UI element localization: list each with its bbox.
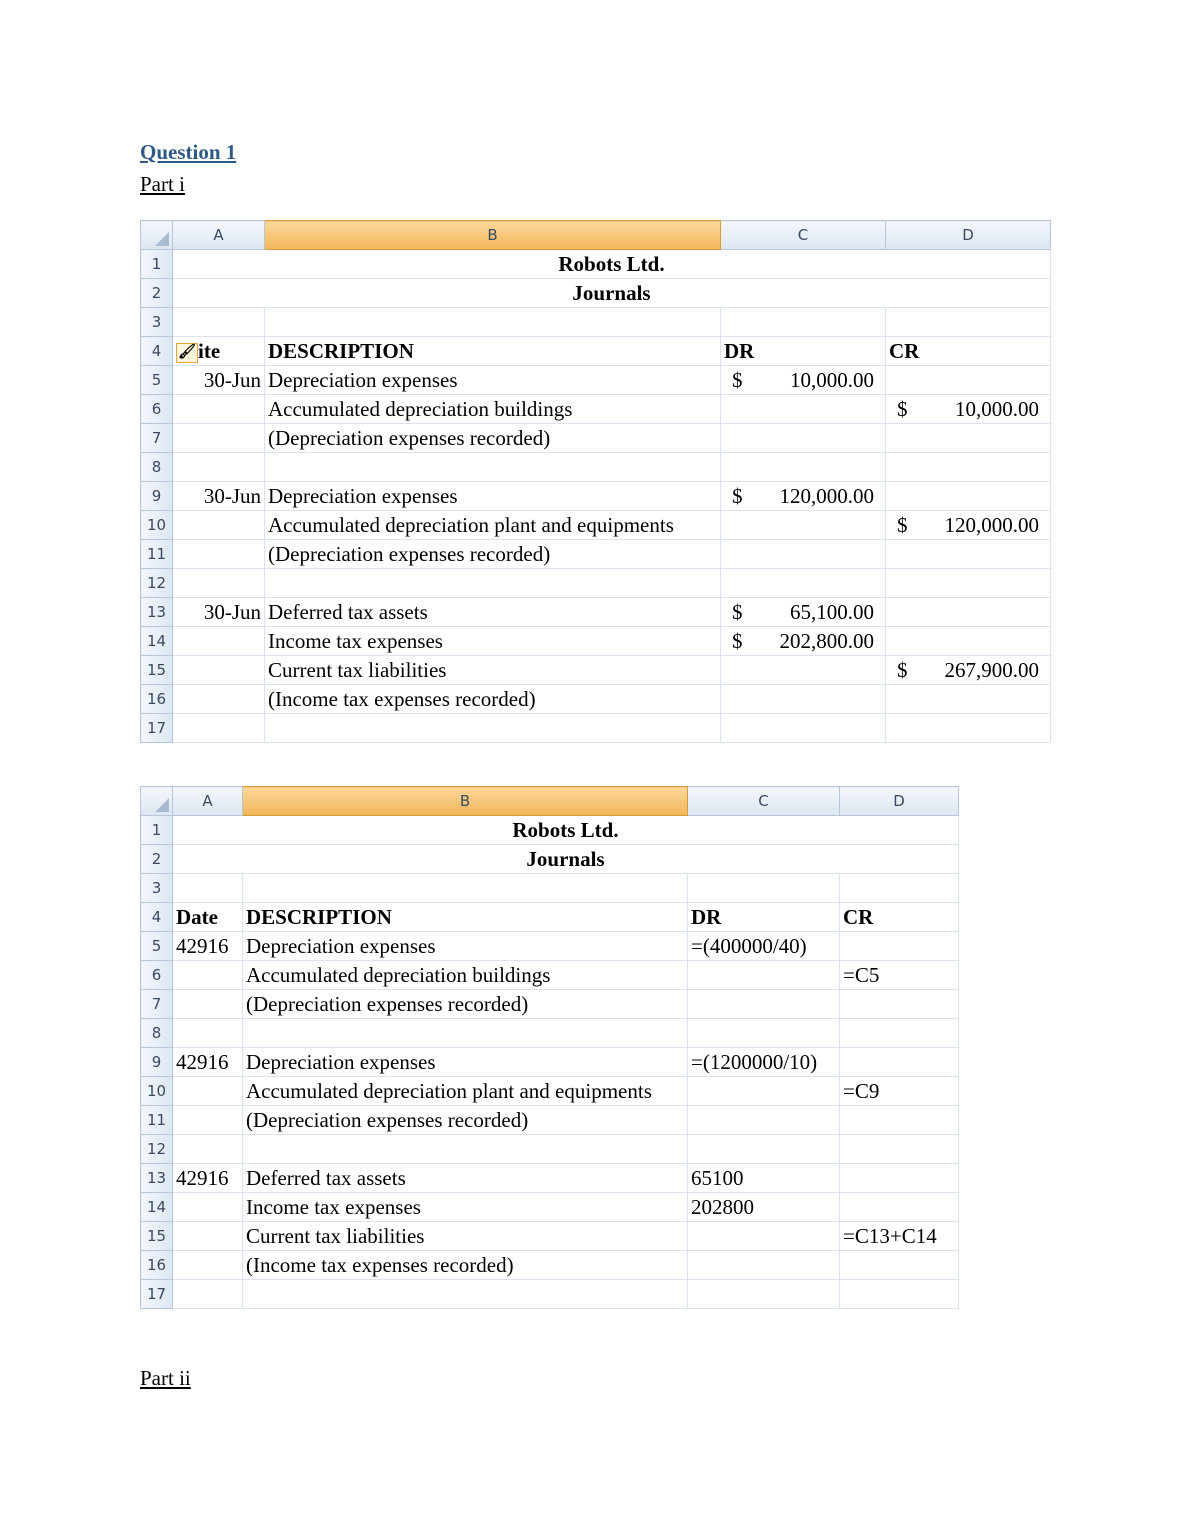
sheet-row	[141, 482, 1051, 511]
company-title[interactable]: Robots Ltd.	[173, 250, 1051, 279]
question-heading: Question 1	[140, 140, 237, 164]
column-header-c[interactable]: C	[721, 221, 886, 250]
cr-cell[interactable]: =C13+C14	[840, 1222, 959, 1251]
dr-cell[interactable]	[688, 1135, 840, 1164]
sheet-row	[141, 1280, 959, 1309]
row-header[interactable]: 1	[141, 816, 173, 845]
description-cell[interactable]: Depreciation expenses	[243, 932, 688, 961]
header-cr[interactable]: CR	[886, 337, 1051, 366]
dr-cell[interactable]	[688, 1280, 840, 1309]
journal-subtitle[interactable]: Journals	[173, 279, 1051, 308]
description-cell[interactable]: Accumulated depreciation plant and equipments	[243, 1077, 688, 1106]
cr-amount: 267,900.00	[944, 657, 1039, 682]
cr-cell[interactable]	[886, 540, 1051, 569]
sheet-row	[141, 395, 1051, 424]
description-cell[interactable]: (Depreciation expenses recorded)	[265, 424, 721, 453]
cr-cell[interactable]: =C5	[840, 961, 959, 990]
date-cell[interactable]	[173, 424, 265, 453]
date-cell[interactable]	[173, 1280, 243, 1309]
dr-currency: $	[732, 599, 743, 624]
date-cell[interactable]	[173, 1077, 243, 1106]
sheet-row	[141, 932, 959, 961]
cr-cell[interactable]	[840, 1280, 959, 1309]
description-cell[interactable]	[243, 1280, 688, 1309]
row-header[interactable]: 2	[141, 279, 173, 308]
header-date-cell[interactable]	[173, 903, 243, 932]
description-cell[interactable]: Income tax expenses	[243, 1193, 688, 1222]
cr-cell[interactable]	[840, 1048, 959, 1077]
row-header[interactable]: 10	[141, 511, 173, 540]
part-ii-heading: Part ii	[140, 1366, 191, 1390]
dr-amount: 202,800.00	[779, 628, 874, 653]
row-header[interactable]: 4	[141, 903, 173, 932]
row-header[interactable]: 15	[141, 656, 173, 685]
header-date: Date	[176, 904, 218, 929]
description-cell[interactable]	[243, 1019, 688, 1048]
dr-cell[interactable]	[721, 366, 886, 395]
sheet-row	[141, 598, 1051, 627]
row-header[interactable]: 16	[141, 685, 173, 714]
column-header-a[interactable]: A	[173, 221, 265, 250]
date-cell[interactable]: 30-Jun	[173, 366, 265, 395]
cr-cell[interactable]	[840, 1251, 959, 1280]
format-painter-icon[interactable]: 🖌	[176, 343, 198, 363]
cr-amount: 120,000.00	[944, 512, 1039, 537]
row-header[interactable]: 13	[141, 1164, 173, 1193]
sheet-row	[141, 279, 1051, 308]
row-header[interactable]: 13	[141, 598, 173, 627]
row-header[interactable]: 1	[141, 250, 173, 279]
row-header[interactable]: 17	[141, 714, 173, 743]
sheet-row	[141, 1106, 959, 1135]
sheet-row	[141, 250, 1051, 279]
sheet-cell[interactable]	[243, 874, 688, 903]
sheet-row	[141, 1251, 959, 1280]
row-header[interactable]: 4	[141, 337, 173, 366]
row-header[interactable]: 15	[141, 1222, 173, 1251]
sheet-row	[141, 1077, 959, 1106]
row-header[interactable]: 10	[141, 1077, 173, 1106]
description-cell[interactable]: Current tax liabilities	[265, 656, 721, 685]
date-cell[interactable]	[173, 627, 265, 656]
dr-cell[interactable]	[721, 627, 886, 656]
row-header[interactable]: 5	[141, 932, 173, 961]
description-cell[interactable]: Depreciation expenses	[265, 482, 721, 511]
sheet-cell[interactable]	[688, 874, 840, 903]
description-cell[interactable]: Current tax liabilities	[243, 1222, 688, 1251]
description-cell[interactable]: Accumulated depreciation buildings	[265, 395, 721, 424]
description-cell[interactable]: (Depreciation expenses recorded)	[243, 990, 688, 1019]
dr-cell[interactable]	[721, 540, 886, 569]
cr-cell[interactable]	[840, 990, 959, 1019]
column-header-d[interactable]: D	[840, 787, 959, 816]
description-cell[interactable]: (Depreciation expenses recorded)	[243, 1106, 688, 1135]
date-cell[interactable]	[173, 685, 265, 714]
cr-cell[interactable]	[886, 685, 1051, 714]
date-cell[interactable]	[173, 656, 265, 685]
date-cell[interactable]: 42916	[173, 1048, 243, 1077]
row-header[interactable]: 12	[141, 1135, 173, 1164]
row-header[interactable]: 16	[141, 1251, 173, 1280]
cr-cell[interactable]	[840, 1106, 959, 1135]
sheet-row	[141, 1193, 959, 1222]
sheet-row	[141, 366, 1051, 395]
dr-cell[interactable]: 65100	[688, 1164, 840, 1193]
dr-cell[interactable]	[688, 1251, 840, 1280]
row-header[interactable]: 9	[141, 482, 173, 511]
row-header[interactable]: 11	[141, 540, 173, 569]
dr-cell[interactable]	[688, 961, 840, 990]
dr-cell[interactable]	[721, 714, 886, 743]
description-cell[interactable]: Depreciation expenses	[243, 1048, 688, 1077]
cr-cell[interactable]	[886, 511, 1051, 540]
cr-cell[interactable]	[886, 453, 1051, 482]
sheet-row	[141, 961, 959, 990]
header-dr[interactable]: DR	[721, 337, 886, 366]
cr-cell[interactable]	[840, 1193, 959, 1222]
column-header-a[interactable]: A	[173, 787, 243, 816]
cr-cell[interactable]	[886, 627, 1051, 656]
sheet-cell[interactable]	[265, 308, 721, 337]
row-header[interactable]: 8	[141, 453, 173, 482]
dr-cell[interactable]	[721, 453, 886, 482]
description-cell[interactable]	[265, 569, 721, 598]
cr-cell[interactable]	[840, 1135, 959, 1164]
cr-cell[interactable]	[886, 656, 1051, 685]
dr-cell[interactable]	[721, 395, 886, 424]
sheet-row	[141, 337, 1051, 366]
sheet-cell[interactable]	[840, 874, 959, 903]
sheet-row	[141, 424, 1051, 453]
dr-cell[interactable]	[721, 482, 886, 511]
date-cell[interactable]	[173, 511, 265, 540]
row-header[interactable]: 7	[141, 990, 173, 1019]
dr-cell[interactable]: =(1200000/10)	[688, 1048, 840, 1077]
cr-currency: $	[897, 657, 908, 682]
description-cell[interactable]: Income tax expenses	[265, 627, 721, 656]
dr-currency: $	[732, 628, 743, 653]
description-cell[interactable]	[243, 1135, 688, 1164]
column-header-b[interactable]: B	[265, 221, 721, 250]
select-all-corner[interactable]	[141, 221, 173, 250]
cr-cell[interactable]	[840, 932, 959, 961]
date-cell[interactable]: 30-Jun	[173, 598, 265, 627]
dr-cell[interactable]	[721, 569, 886, 598]
row-header[interactable]: 6	[141, 961, 173, 990]
date-cell[interactable]	[173, 569, 265, 598]
header-dr[interactable]: DR	[688, 903, 840, 932]
sheet-row	[141, 816, 959, 845]
cr-cell[interactable]	[840, 1019, 959, 1048]
date-cell[interactable]	[173, 961, 243, 990]
cr-cell[interactable]	[886, 598, 1051, 627]
date-cell[interactable]	[173, 1106, 243, 1135]
date-cell[interactable]	[173, 540, 265, 569]
dr-cell[interactable]: =(400000/40)	[688, 932, 840, 961]
dr-cell[interactable]	[721, 656, 886, 685]
cr-cell[interactable]	[886, 395, 1051, 424]
header-date: ite	[198, 338, 221, 363]
column-header-b[interactable]: B	[243, 787, 688, 816]
dr-cell[interactable]	[688, 1019, 840, 1048]
column-header-c[interactable]: C	[688, 787, 840, 816]
date-cell[interactable]	[173, 1222, 243, 1251]
sheet-row	[141, 714, 1051, 743]
row-header[interactable]: 3	[141, 308, 173, 337]
dr-currency: $	[732, 367, 743, 392]
date-cell[interactable]: 42916	[173, 932, 243, 961]
description-cell[interactable]: (Depreciation expenses recorded)	[265, 540, 721, 569]
sheet-row	[141, 627, 1051, 656]
dr-cell[interactable]	[688, 1106, 840, 1135]
date-cell[interactable]	[173, 1135, 243, 1164]
date-cell[interactable]	[173, 714, 265, 743]
cr-cell[interactable]	[886, 714, 1051, 743]
dr-cell[interactable]	[721, 598, 886, 627]
cr-cell[interactable]	[886, 482, 1051, 511]
row-header[interactable]: 12	[141, 569, 173, 598]
cr-amount: 10,000.00	[955, 396, 1039, 421]
sheet-row	[141, 540, 1051, 569]
sheet-row	[141, 990, 959, 1019]
sheet-cell[interactable]	[721, 308, 886, 337]
date-cell[interactable]	[173, 1019, 243, 1048]
sheet-row	[141, 308, 1051, 337]
row-header[interactable]: 11	[141, 1106, 173, 1135]
description-cell[interactable]: (Income tax expenses recorded)	[265, 685, 721, 714]
sheet-row	[141, 1019, 959, 1048]
journal-subtitle[interactable]: Journals	[173, 845, 959, 874]
date-cell[interactable]	[173, 990, 243, 1019]
dr-cell[interactable]	[688, 990, 840, 1019]
header-date-cell[interactable]	[173, 337, 265, 366]
part-i-heading: Part i	[140, 172, 185, 196]
description-cell[interactable]: Depreciation expenses	[265, 366, 721, 395]
description-cell[interactable]: (Income tax expenses recorded)	[243, 1251, 688, 1280]
header-description[interactable]: DESCRIPTION	[265, 337, 721, 366]
description-cell[interactable]: Deferred tax assets	[243, 1164, 688, 1193]
sheet-cell[interactable]	[886, 308, 1051, 337]
row-header[interactable]: 6	[141, 395, 173, 424]
sheet-row	[141, 685, 1051, 714]
dr-cell[interactable]	[721, 511, 886, 540]
header-cr[interactable]: CR	[840, 903, 959, 932]
sheet-row	[141, 1164, 959, 1193]
cr-cell[interactable]	[886, 569, 1051, 598]
cr-currency: $	[897, 512, 908, 537]
date-cell[interactable]: 42916	[173, 1164, 243, 1193]
sheet-cell[interactable]	[173, 308, 265, 337]
sheet-row	[141, 1222, 959, 1251]
sheet-row	[141, 903, 959, 932]
description-cell[interactable]: Accumulated depreciation buildings	[243, 961, 688, 990]
row-header[interactable]: 5	[141, 366, 173, 395]
cr-currency: $	[897, 396, 908, 421]
dr-cell[interactable]	[688, 1077, 840, 1106]
dr-amount: 120,000.00	[779, 483, 874, 508]
date-cell[interactable]: 30-Jun	[173, 482, 265, 511]
row-header[interactable]: 2	[141, 845, 173, 874]
select-all-corner[interactable]	[141, 787, 173, 816]
sheet-row	[141, 453, 1051, 482]
row-header[interactable]: 9	[141, 1048, 173, 1077]
dr-cell[interactable]	[688, 1222, 840, 1251]
dr-cell[interactable]: 202800	[688, 1193, 840, 1222]
cr-cell[interactable]	[840, 1164, 959, 1193]
sheet-row	[141, 656, 1051, 685]
sheet-row	[141, 569, 1051, 598]
description-cell[interactable]: Deferred tax assets	[265, 598, 721, 627]
sheet-cell[interactable]	[173, 874, 243, 903]
sheet-row	[141, 511, 1051, 540]
dr-cell[interactable]	[721, 424, 886, 453]
description-cell[interactable]	[265, 714, 721, 743]
cr-cell[interactable]: =C9	[840, 1077, 959, 1106]
date-cell[interactable]	[173, 1193, 243, 1222]
sheet-row	[141, 874, 959, 903]
description-cell[interactable]	[265, 453, 721, 482]
dr-amount: 65,100.00	[790, 599, 874, 624]
description-cell[interactable]: Accumulated depreciation plant and equipments	[265, 511, 721, 540]
date-cell[interactable]	[173, 395, 265, 424]
header-description[interactable]: DESCRIPTION	[243, 903, 688, 932]
sheet-row	[141, 1135, 959, 1164]
journal-sheet-formulas	[140, 786, 959, 1309]
row-header[interactable]: 17	[141, 1280, 173, 1309]
row-header[interactable]: 7	[141, 424, 173, 453]
row-header[interactable]: 14	[141, 627, 173, 656]
cr-cell[interactable]	[886, 366, 1051, 395]
dr-currency: $	[732, 483, 743, 508]
cr-cell[interactable]	[886, 424, 1051, 453]
row-header[interactable]: 3	[141, 874, 173, 903]
column-header-d[interactable]: D	[886, 221, 1051, 250]
sheet-row	[141, 845, 959, 874]
sheet-row	[141, 1048, 959, 1077]
date-cell[interactable]	[173, 1251, 243, 1280]
journal-sheet-values	[140, 220, 1051, 743]
dr-amount: 10,000.00	[790, 367, 874, 392]
company-title[interactable]: Robots Ltd.	[173, 816, 959, 845]
row-header[interactable]: 14	[141, 1193, 173, 1222]
date-cell[interactable]	[173, 453, 265, 482]
dr-cell[interactable]	[721, 685, 886, 714]
row-header[interactable]: 8	[141, 1019, 173, 1048]
